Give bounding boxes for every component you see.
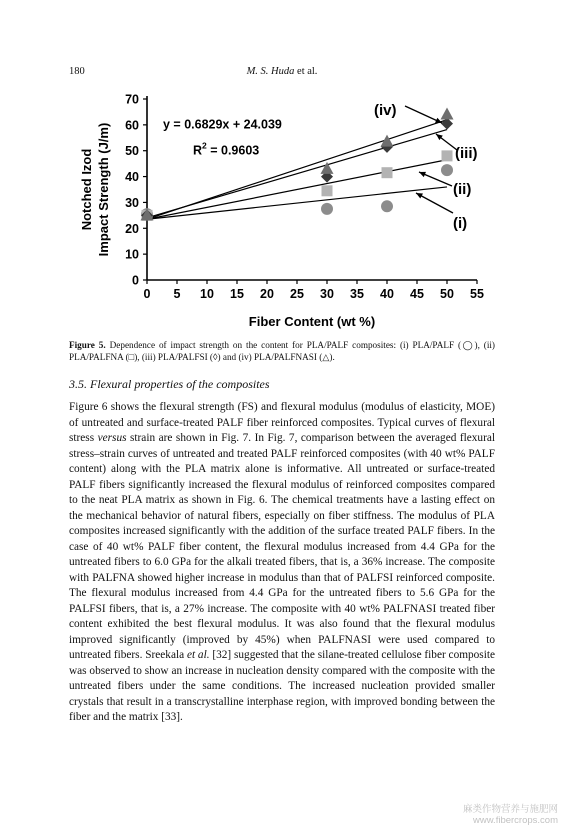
fit-line-square xyxy=(147,160,447,219)
x-tick-label: 5 xyxy=(173,287,181,301)
data-point-square xyxy=(322,185,333,196)
x-tick-label: 30 xyxy=(320,287,334,301)
impact-strength-chart xyxy=(60,86,500,336)
x-tick-label: 15 xyxy=(230,287,244,301)
data-point-square xyxy=(382,167,393,178)
running-head xyxy=(69,66,495,77)
watermark xyxy=(463,804,558,826)
x-tick-label: 35 xyxy=(350,287,364,301)
regression-equation: y = 0.6829x + 24.039 xyxy=(163,117,282,132)
y-tick-label: 60 xyxy=(125,118,139,133)
r-squared-letter: R xyxy=(193,143,203,158)
x-tick-label: 20 xyxy=(260,287,274,301)
data-point-circle xyxy=(441,164,453,176)
y-axis-title xyxy=(79,123,111,257)
body-text-part-3: [32] suggested that the silane-treated cellulose fiber composite was observed to show an increase in nucleation density compared with the composite with the untreated fibers under the same conditions. The increased nucleation provided smaller crystals that result in a transcrystalline interphase region, with improved bonding between the fiber and the matrix [33]. xyxy=(69,649,495,723)
series-label: (iv) xyxy=(374,102,397,119)
y-axis-title-line: Notched Izod xyxy=(79,148,94,231)
y-tick-label: 40 xyxy=(125,170,139,185)
x-tick-label: 25 xyxy=(290,287,304,301)
data-point-square xyxy=(442,150,453,161)
body-paragraph xyxy=(69,400,495,726)
section-heading: 3.5. Flexural properties of the composites xyxy=(69,377,270,391)
y-tick-label: 10 xyxy=(125,247,139,262)
watermark-line-2: www.fibercrops.com xyxy=(473,815,558,826)
x-tick-label: 40 xyxy=(380,287,394,301)
r-squared-superscript: 2 xyxy=(202,140,207,151)
page-header xyxy=(69,66,495,80)
x-tick-label: 50 xyxy=(440,287,454,301)
x-axis-title: Fiber Content (wt %) xyxy=(248,314,376,329)
y-tick-label: 50 xyxy=(125,144,139,159)
running-head-author: M. S. Huda xyxy=(246,66,295,77)
series-label: (ii) xyxy=(453,181,472,198)
x-tick-label: 0 xyxy=(143,287,151,301)
fit-line-triangle xyxy=(147,117,447,220)
y-tick-label: 30 xyxy=(125,195,139,210)
watermark-line-1: 麻类作物营养与施肥网 xyxy=(462,804,558,815)
body-text-part-2: strain are shown in Fig. 7. In Fig. 7, comparison between the averaged flexural stress–strain curves of untreated and treated PALF reinforced composites (with 40 wt% PALF content) along with the PLA matrix alone is informative. All untreated or surface-treated PALF fibers significantly increased the flexural modulus of reinforced composites compared to the neat PLA matrix as shown in Fig. 6. The chemical treatments have a lasting effect on the mechanical behavior of natural fibers, especially on fiber stiffness. The modulus of PLA composites increased significantly with the addition of the surface treated PALF fibers. In the case of 40 wt% PALF fiber content, the flexural modulus increased from 4.4 GPa for the untreated fibers to 6.0 GPa for the alkali treated fibers, that is, a 36% increase. The composite with PALFNA showed higher increase in modulus than that of PALFSI reinforced composite. The flexural modulus increased from 4.4 GPa for the untreated fibers to 5.6 GPa for the PALFSI fibers, that is, a 27% increase. The composite with 40 wt% PALFNASI treated fiber content exhibited the best flexural modulus. It was also found that the flexural modulus improved significantly (improved by 45%) when PALFNASI were used compared to untreated fibers. Sreekala xyxy=(69,432,495,661)
data-point-circle xyxy=(381,200,393,212)
series-label: (iii) xyxy=(455,145,478,162)
y-axis-title-line: Impact Strength (J/m) xyxy=(96,122,111,257)
figure-label: Figure 5. xyxy=(69,340,106,350)
body-text-part-1: Figure 6 shows the flexural strength (FS) and flexural modulus (modulus of elasticity, MOE) of untreated and surface-treated PALF fiber reinforced composites. Typical curves of flexural stress xyxy=(69,401,495,444)
body-versus: versus xyxy=(97,432,127,444)
data-point-circle xyxy=(321,203,333,215)
body-et-al: et al. xyxy=(186,649,210,661)
r-squared-value: = 0.9603 xyxy=(206,143,260,158)
running-head-suffix: et al. xyxy=(297,66,318,77)
figure-caption-text: Dependence of impact strength on the content for PLA/PALF composites: (i) PLA/PALF (◯), (ii) PLA/PALFNA (□), (iii) PLA/PALFSI (◊) and (iv) PLA/PALFNASI (△). xyxy=(69,340,495,362)
x-tick-label: 10 xyxy=(200,287,214,301)
page-number: 180 xyxy=(69,66,85,77)
y-tick-label: 70 xyxy=(125,92,139,107)
y-tick-label: 20 xyxy=(125,221,139,236)
series-label: (i) xyxy=(453,215,468,232)
figure-caption xyxy=(69,339,495,363)
data-point-triangle xyxy=(441,108,454,120)
chart-fit-lines xyxy=(147,117,447,220)
x-tick-label: 45 xyxy=(410,287,424,301)
y-tick-label: 0 xyxy=(132,273,139,288)
r-squared-label xyxy=(193,141,259,158)
fit-line-circle xyxy=(147,187,447,219)
x-tick-label: 55 xyxy=(470,287,484,301)
